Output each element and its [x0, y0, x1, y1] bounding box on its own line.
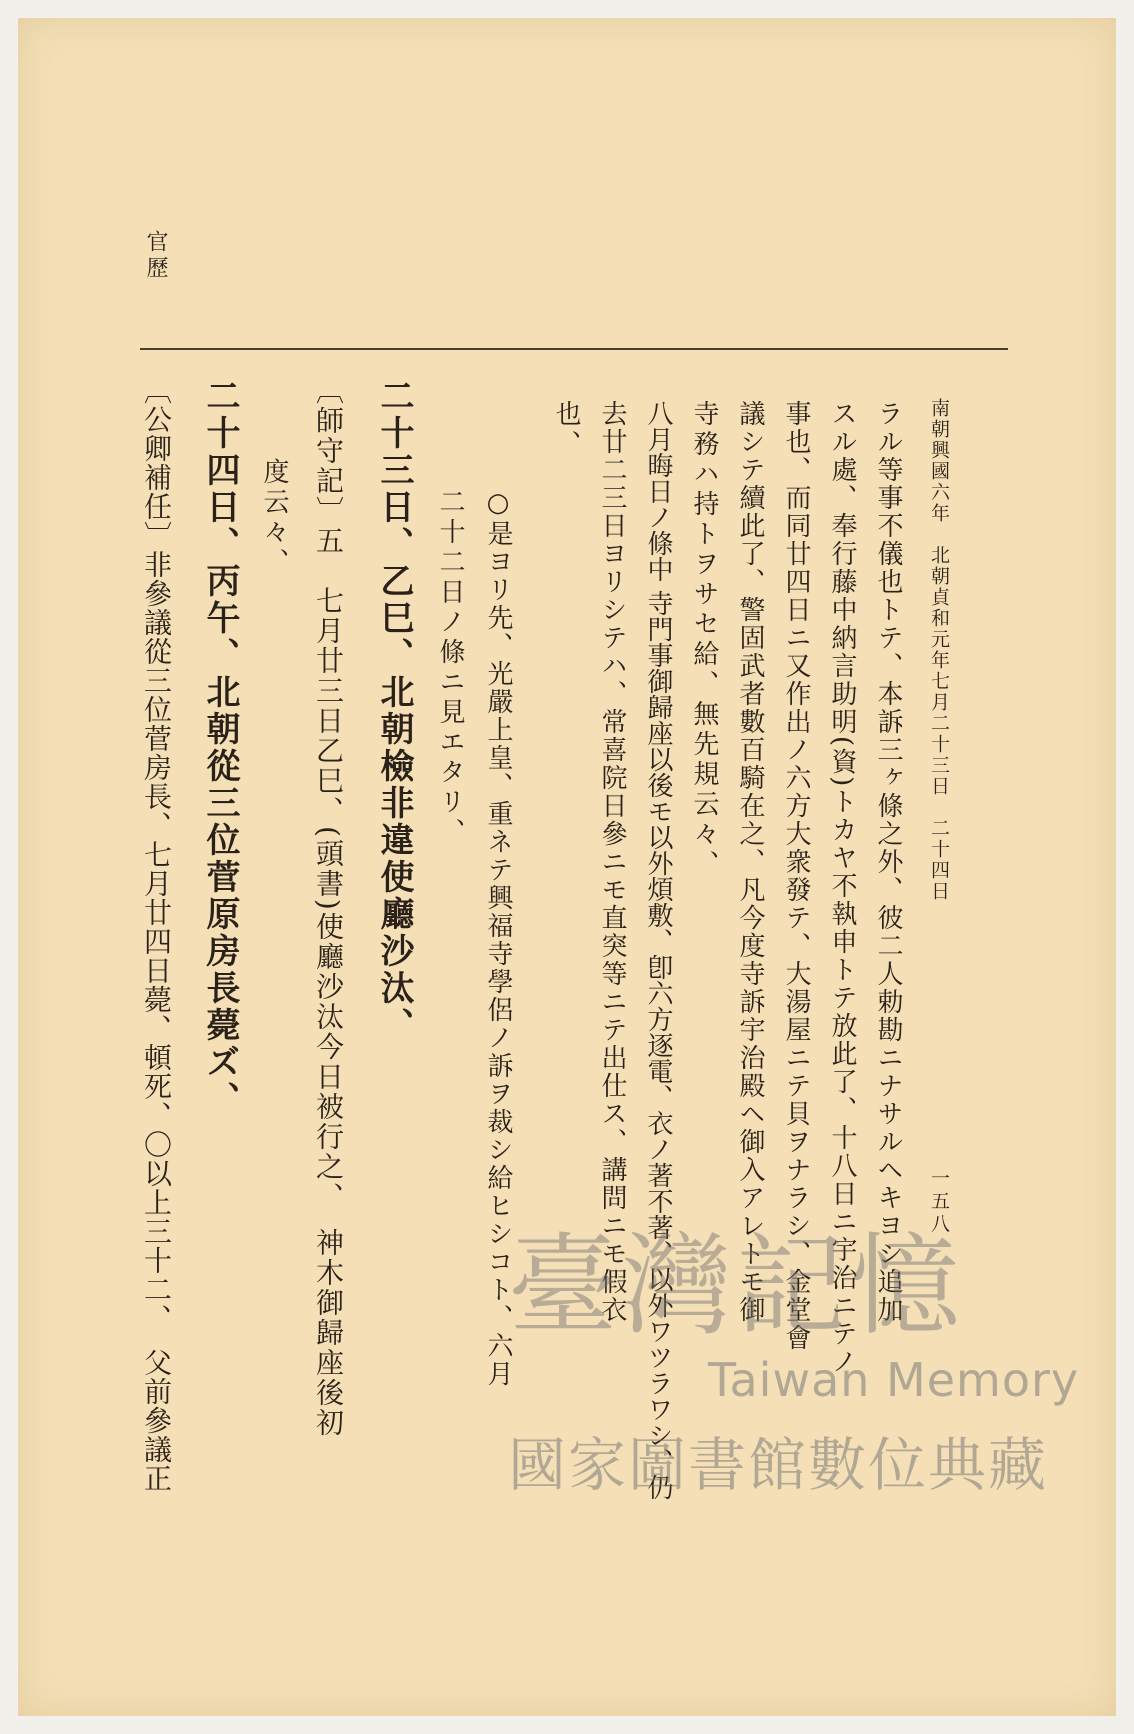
entry-heading: 二十四日、丙午、北朝從三位菅原房長薨ズ、 [200, 378, 240, 1118]
watermark-latin: Taiwan Memory [708, 1353, 1080, 1407]
text-column: 二十二日ノ條ニ見エタリ、 [435, 488, 465, 848]
text-column: 寺務ハ持トヲサセ給、無先規云々、 [689, 400, 719, 880]
text-column: 也、 [551, 400, 581, 460]
entry-heading: 二十三日、乙巳、北朝檢非違使廳沙汰、 [374, 378, 414, 1044]
text-column: 議シテ續此了、警固武者數百騎在之、凡今度寺訴宇治殿ヘ御入アレトモ御 [735, 400, 765, 1324]
side-label: 官歷 [143, 230, 168, 282]
header-divider [140, 348, 1008, 350]
document-page [18, 18, 1116, 1716]
text-column: 事也、而同廿四日ニ又作出ノ六方大衆發テ、大湯屋ニテ貝ヲナラシ、金堂會 [781, 400, 811, 1352]
text-column: 八月晦日ノ條中 寺門事御歸座以後モ以外煩敷、卽六方逐電、衣ノ著不著、以外ワツラワシ、仍 [643, 400, 673, 1501]
text-column: ラル等事不儀也トテ、本訴三ヶ條之外、彼二人勅勘ニナサルヘキヨシ追加 [873, 400, 903, 1324]
running-header: 南朝興國六年 北朝貞和元年七月二十三日 二十四日 [928, 398, 950, 902]
text-column: 去廿二三日ヨリシテハ、常喜院日參ニモ直突等ニテ出仕ス、講問ニモ假衣 [597, 400, 627, 1324]
page-number: 一五八 [928, 1168, 950, 1237]
text-column: スル處、奉行藤中納言助明(資)トカヤ不執申トテ放此了、十八日ニ宇治ニテノ [827, 400, 857, 1377]
watermark-logo: 臺灣記憶 [508, 1222, 964, 1350]
text-column: ○是ヨリ先、光嚴上皇、重ネテ興福寺學侶ノ訴ヲ裁シ給ヒシコト、六月 [483, 488, 513, 1388]
source-citation: 〔師守記〕五 七月廿三日乙巳、(頭書)使廳沙汰今日被行之、 神木御歸座後初 [312, 376, 345, 1438]
text-column: 度云々、 [259, 458, 289, 578]
source-citation: 〔公卿補任〕非參議從三位菅房長、七月廿四日薨、頓死、〇以上三十二、 父前參議正 [140, 376, 173, 1493]
watermark-caption: 國家圖書館數位典藏 [508, 1431, 1049, 1499]
